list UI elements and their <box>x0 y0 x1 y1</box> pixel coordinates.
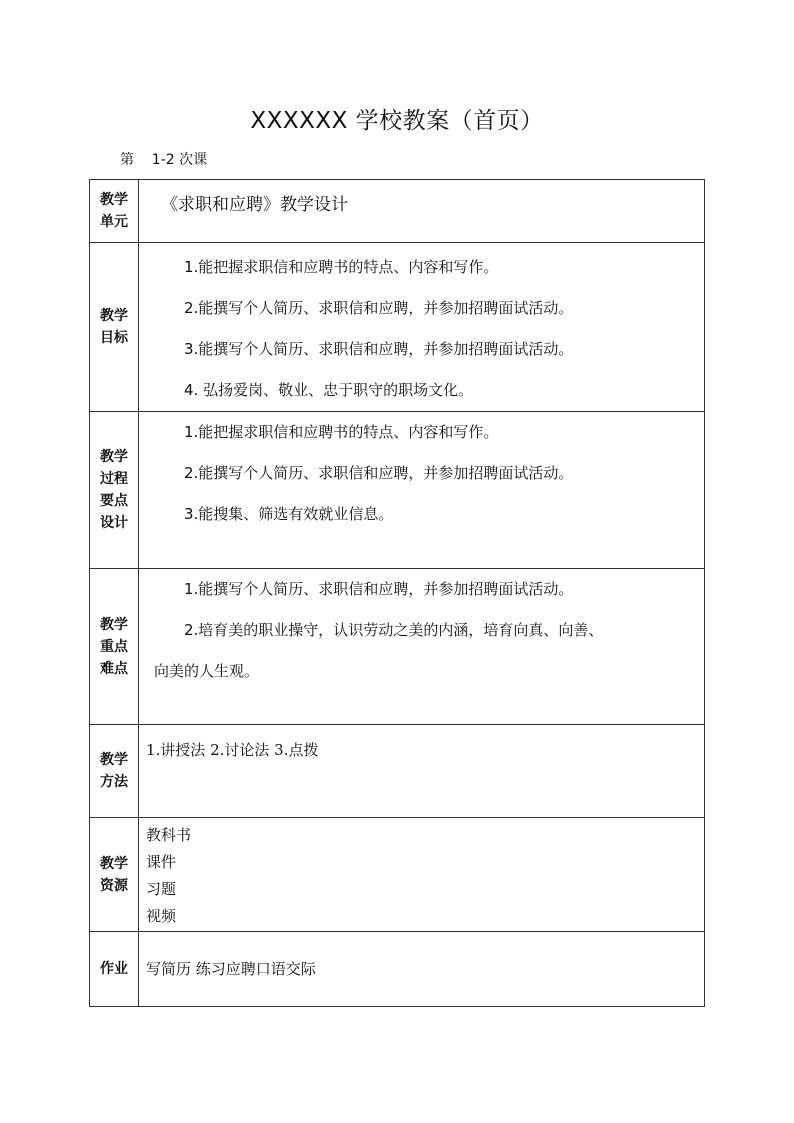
objective-item: 4. 弘扬爱岗、敬业、忠于职守的职场文化。 <box>184 381 474 399</box>
content-unit <box>139 180 705 243</box>
table-row-homework <box>90 932 705 1007</box>
table-row-objectives <box>90 243 705 412</box>
key-point-item: 向美的人生观。 <box>154 662 260 680</box>
objective-item: 2.能撰写个人简历、求职信和应聘，并参加招聘面试活动。 <box>184 299 574 317</box>
table-row-methods <box>90 725 705 818</box>
label-key-points: 教学 重点 难点 <box>90 569 139 725</box>
objective-item: 1.能把握求职信和应聘书的特点、内容和写作。 <box>184 258 499 276</box>
content-process <box>139 412 705 569</box>
label-resources: 教学 资源 <box>90 818 139 932</box>
list-item: 习题 <box>146 880 177 898</box>
content-key-points <box>139 569 705 725</box>
label-homework: 作业 <box>90 932 139 1007</box>
content-methods <box>139 725 705 818</box>
table-row-unit <box>90 180 705 243</box>
table-row-resources <box>90 818 705 932</box>
label-objectives: 教学 目标 <box>90 243 139 412</box>
table-row-process <box>90 412 705 569</box>
table-row-key-points <box>90 569 705 725</box>
label-process: 教学 过程 要点 设计 <box>90 412 139 569</box>
key-point-item: 1.能撰写个人简历、求职信和应聘，并参加招聘面试活动。 <box>184 580 574 598</box>
content-homework <box>139 932 705 1007</box>
page-title: XXXXXX 学校教案（首页） <box>250 108 544 134</box>
unit-title: 《求职和应聘》教学设计 <box>161 195 348 215</box>
lesson-plan-table <box>89 179 705 1007</box>
list-item: 教科书 <box>146 826 192 844</box>
label-unit: 教学 单元 <box>90 180 139 243</box>
key-point-item: 2.培育美的职业操守，认识劳动之美的内涵，培育向真、向善、 <box>184 621 604 639</box>
label-methods: 教学 方法 <box>90 725 139 818</box>
list-item: 课件 <box>146 853 177 871</box>
list-item: 视频 <box>146 907 177 925</box>
process-item: 2.能撰写个人简历、求职信和应聘，并参加招聘面试活动。 <box>184 464 574 482</box>
content-resources <box>139 818 705 932</box>
process-item: 1.能把握求职信和应聘书的特点、内容和写作。 <box>184 423 499 441</box>
lesson-count: 第 1-2 次课 <box>120 152 208 168</box>
resources-list <box>139 818 704 930</box>
methods-text: 1.讲授法 2.讨论法 3.点拨 <box>146 741 319 759</box>
objective-item: 3.能撰写个人简历、求职信和应聘，并参加招聘面试活动。 <box>184 340 574 358</box>
content-objectives <box>139 243 705 412</box>
process-item: 3.能搜集、筛选有效就业信息。 <box>184 505 394 523</box>
homework-text: 写简历 练习应聘口语交际 <box>146 960 316 978</box>
